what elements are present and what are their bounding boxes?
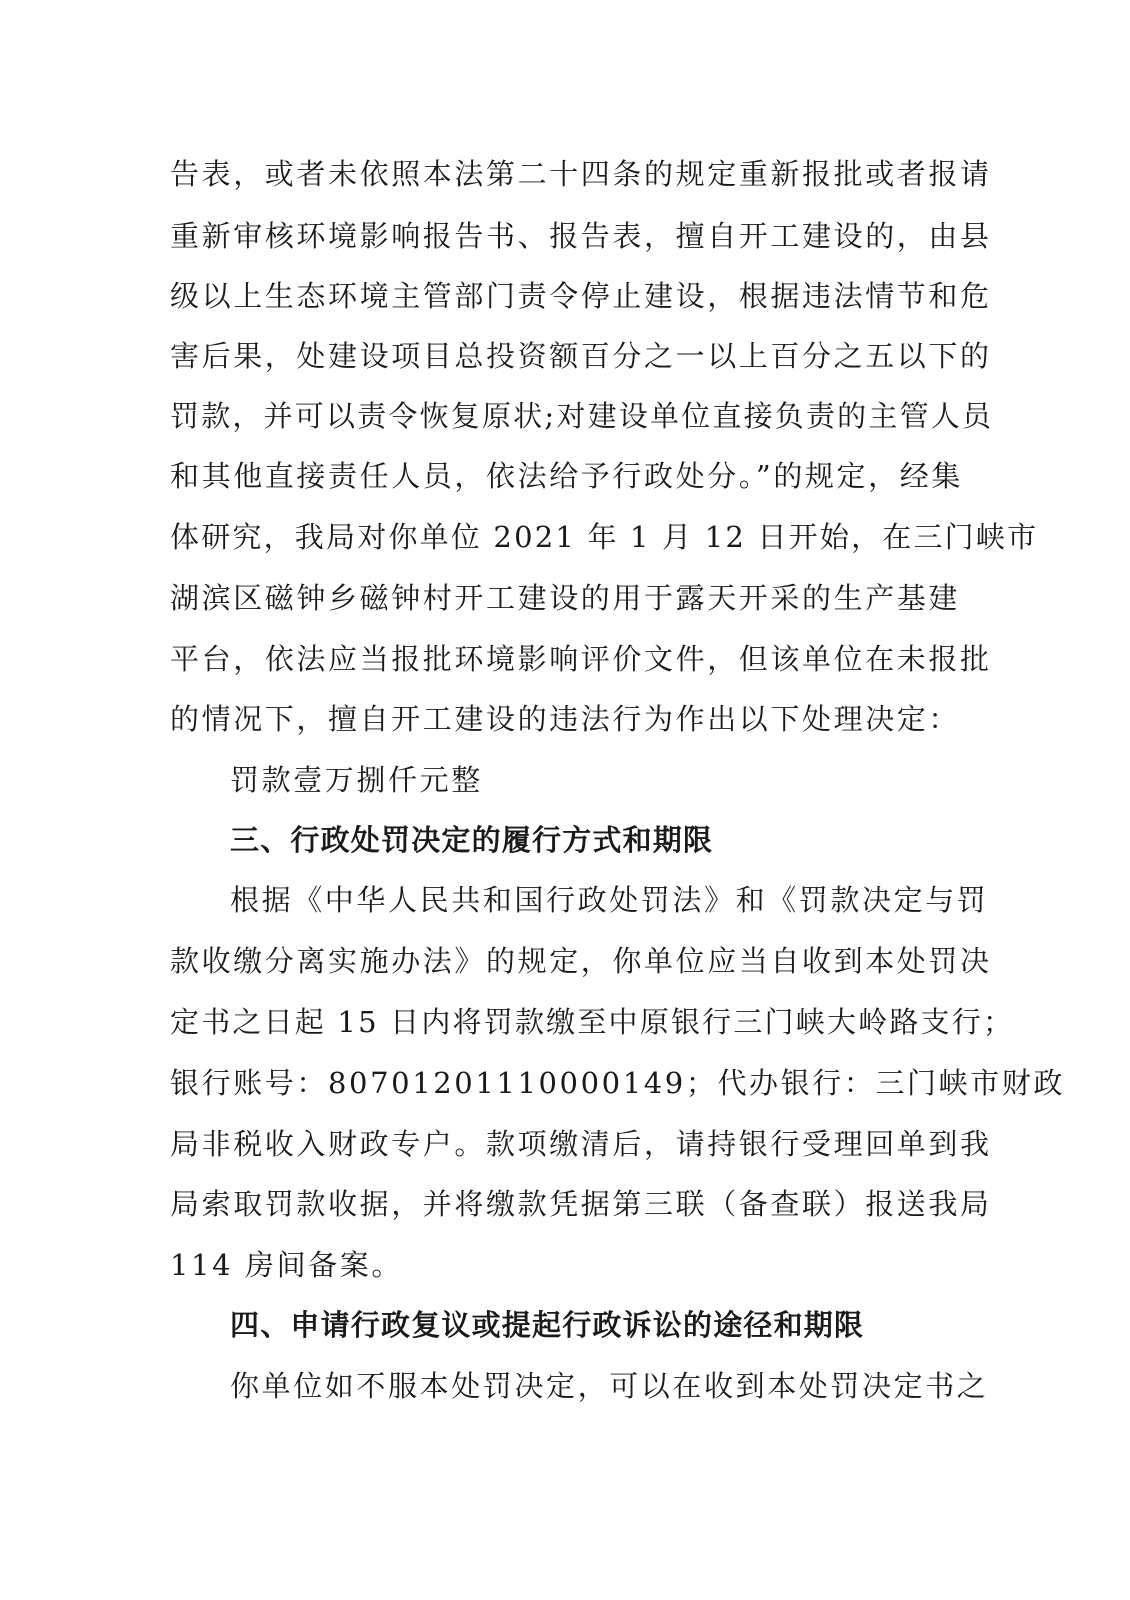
- paragraph-line: 银行账号：80701201110000149；代办银行：三门峡市财政: [170, 1066, 1066, 1100]
- paragraph-line: 害后果，处建设项目总投资额百分之一以上百分之五以下的: [170, 339, 992, 373]
- paragraph-line: 级以上生态环境主管部门责令停止建设，根据违法情节和危: [170, 279, 992, 313]
- paragraph-line: 114 房间备案。: [170, 1248, 403, 1282]
- paragraph-line: 款收缴分离实施办法》的规定，你单位应当自收到本处罚决: [170, 944, 992, 978]
- paragraph-line: 罚款，并可以责令恢复原状;对建设单位直接负责的主管人员: [170, 399, 994, 433]
- penalty-amount: 罚款壹万捌仟元整: [230, 763, 483, 797]
- paragraph-line: 局索取罚款收据，并将缴款凭据第三联（备查联）报送我局: [170, 1187, 992, 1221]
- paragraph-line: 你单位如不服本处罚决定，可以在收到本处罚决定书之: [230, 1369, 989, 1403]
- paragraph-line: 平台，依法应当报批环境影响评价文件，但该单位在未报批: [170, 642, 992, 676]
- paragraph-line: 的情况下，擅自开工建设的违法行为作出以下处理决定：: [170, 702, 961, 736]
- section-4-heading: 四、申请行政复议或提起行政诉讼的途径和期限: [230, 1308, 865, 1342]
- paragraph-line: 根据《中华人民共和国行政处罚法》和《罚款决定与罚: [230, 883, 989, 917]
- paragraph-line: 定书之日起 15 日内将罚款缴至中原银行三门峡大岭路支行；: [170, 1005, 1015, 1039]
- paragraph-line: 重新审核环境影响报告书、报告表，擅自开工建设的，由县: [170, 219, 992, 253]
- paragraph-line: 和其他直接责任人员，依法给予行政处分。”的规定，经集: [170, 459, 963, 493]
- paragraph-line: 告表，或者未依照本法第二十四条的规定重新报批或者报请: [170, 157, 992, 191]
- paragraph-line: 湖滨区磁钟乡磁钟村开工建设的用于露天开采的生产基建: [170, 581, 961, 615]
- section-3-heading: 三、行政处罚决定的履行方式和期限: [230, 823, 714, 857]
- paragraph-line: 体研究，我局对你单位 2021 年 1 月 12 日开始，在三门峡市: [170, 520, 1039, 554]
- paragraph-line: 局非税收入财政专户。款项缴清后，请持银行受理回单到我: [170, 1127, 992, 1161]
